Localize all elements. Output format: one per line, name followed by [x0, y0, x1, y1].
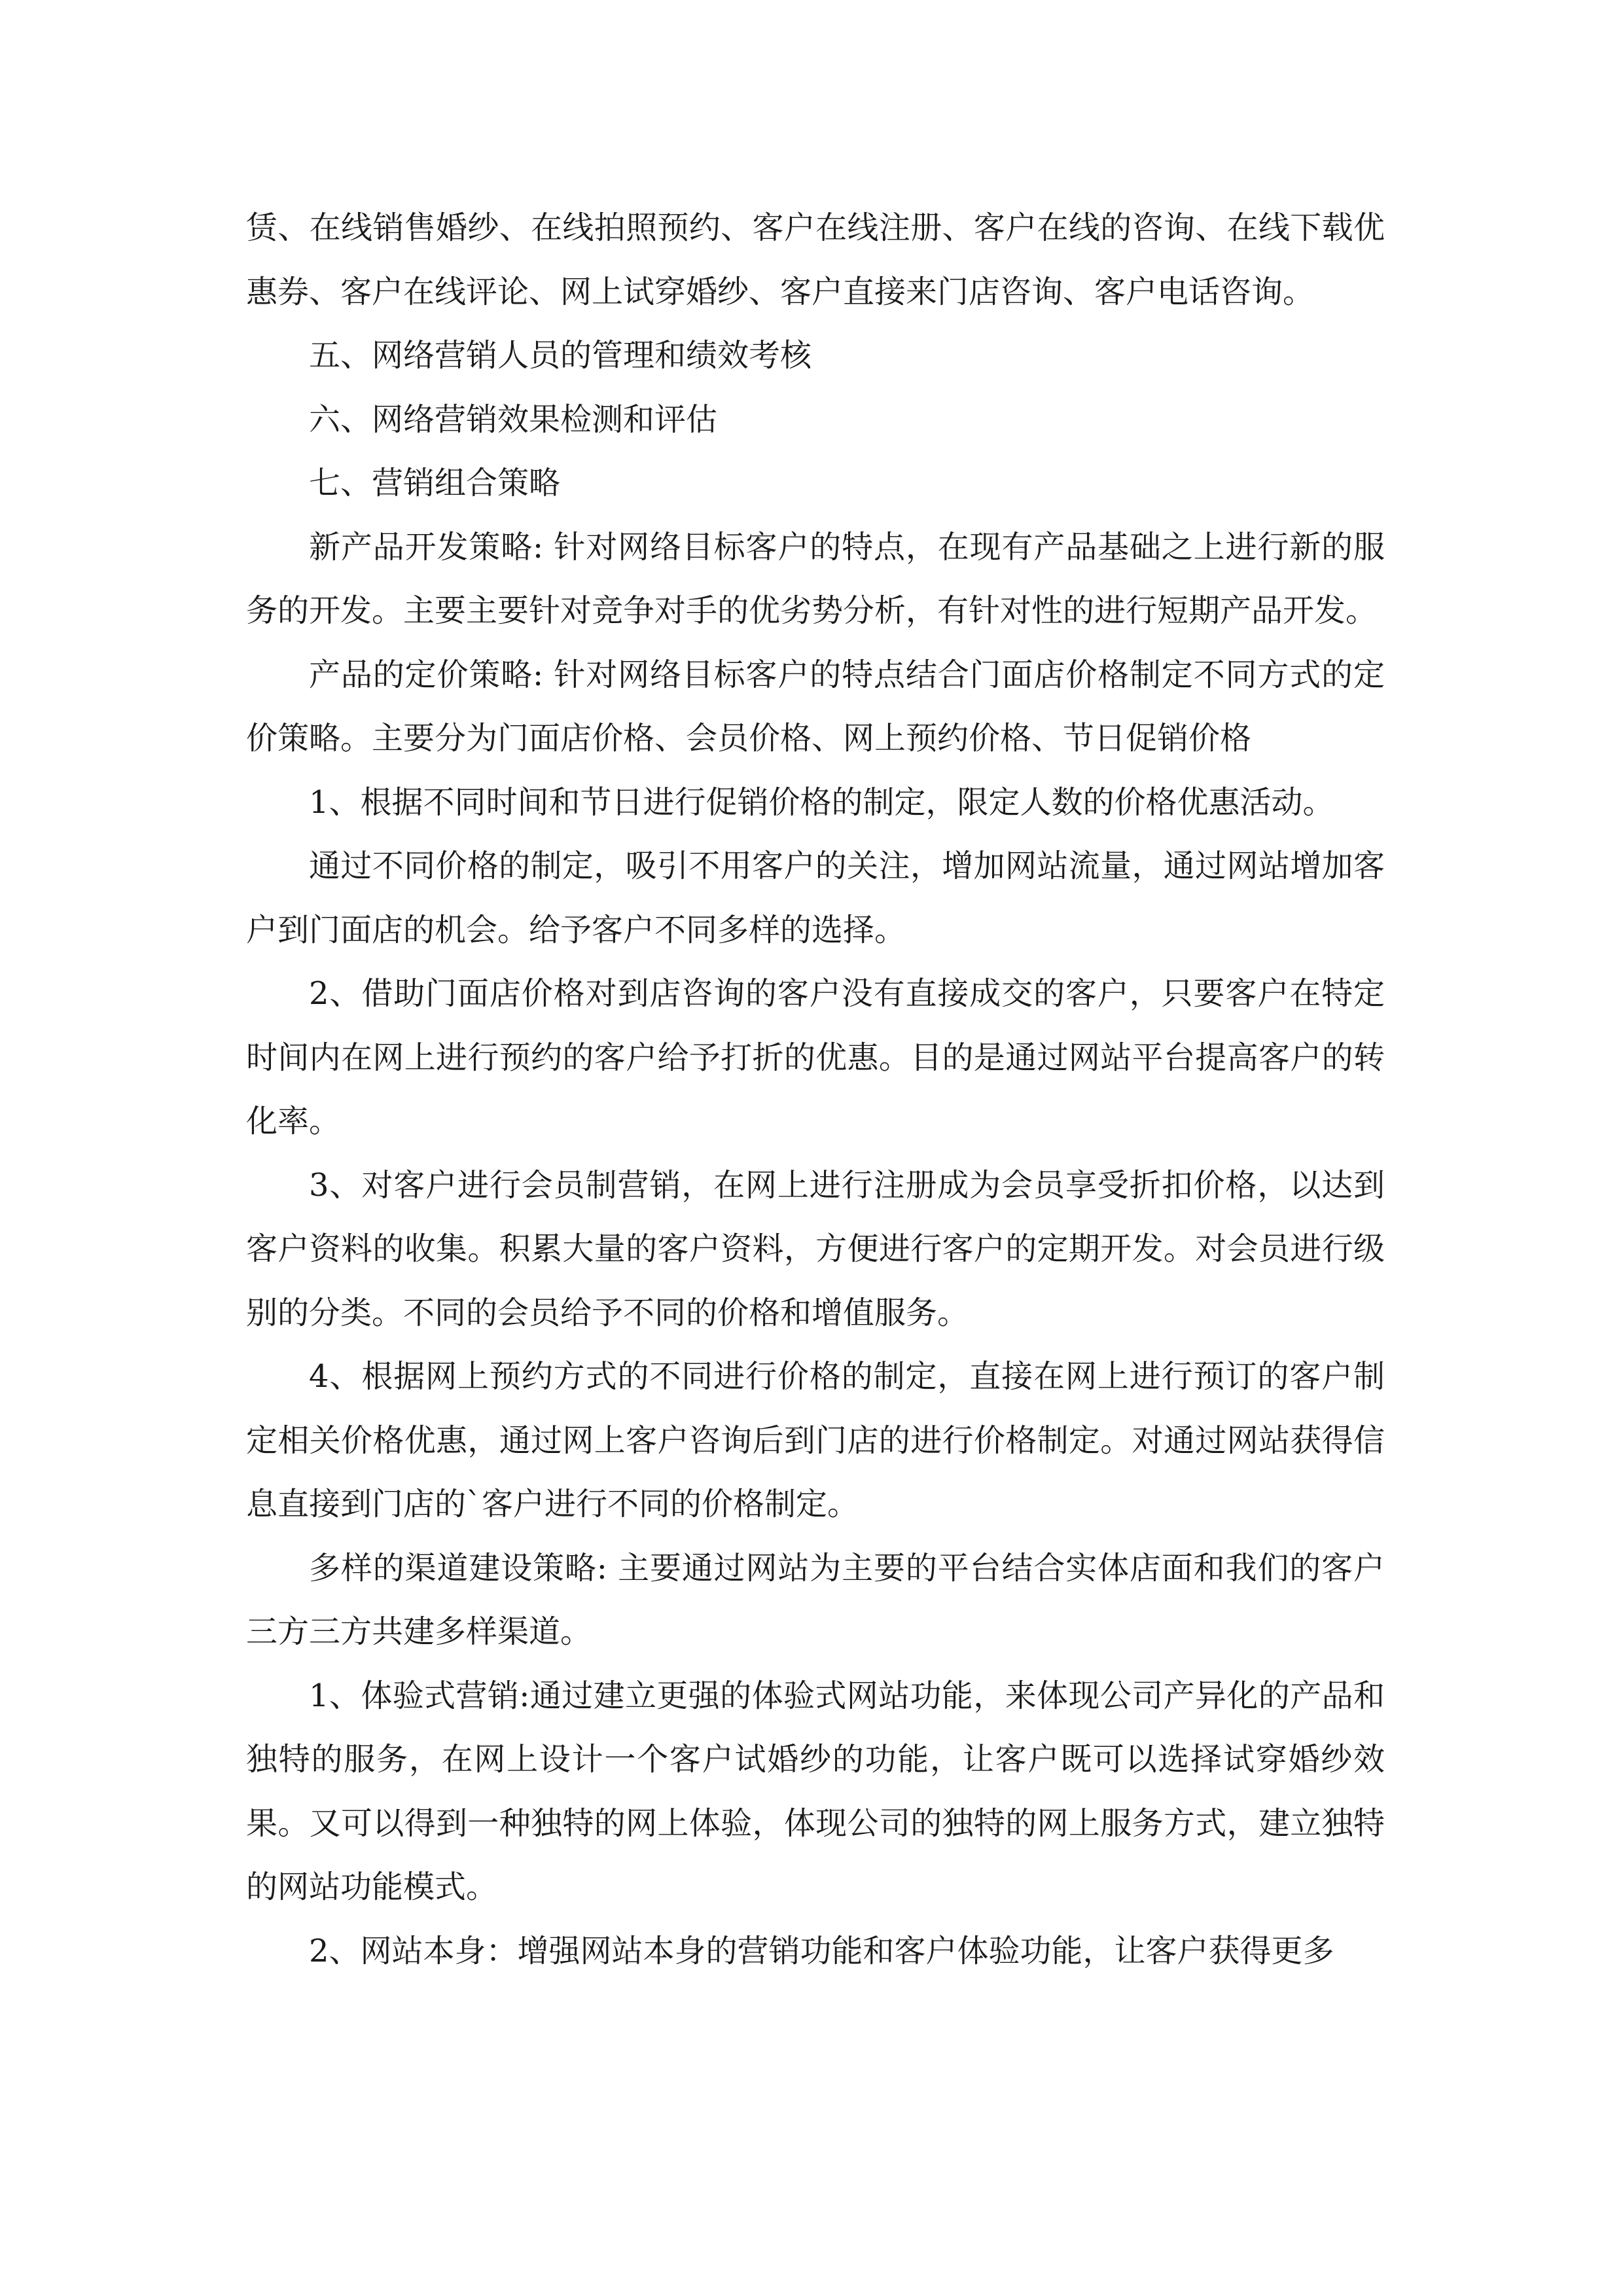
section-heading: 七、营销组合策略: [309, 465, 561, 501]
paragraph: 通过不同价格的制定，吸引不用客户的关注，增加网站流量，通过网站增加客户到门面店的机会。给予客户不同多样的选择。: [246, 848, 1385, 948]
paragraph: 4、根据网上预约方式的不同进行价格的制定，直接在网上进行预订的客户制定相关价格优惠，通过网上客户咨询后到门店的进行价格制定。对通过网站获得信息直接到门店的`客户进行不同的价格制定。: [246, 1358, 1385, 1522]
paragraph: 产品的定价策略: 针对网络目标客户的特点结合门面店价格制定不同方式的定价策略。主要分为门面店价格、会员价格、网上预约价格、节日促销价格: [246, 656, 1385, 757]
section-heading: 六、网络营销效果检测和评估: [309, 401, 718, 438]
paragraph: 赁、在线销售婚纱、在线拍照预约、客户在线注册、客户在线的咨询、在线下载优惠券、客户在线评论、网上试穿婚纱、客户直接来门店咨询、客户电话咨询。: [246, 209, 1385, 310]
paragraph: 多样的渠道建设策略: 主要通过网站为主要的平台结合实体店面和我们的客户三方三方共建多样渠道。: [246, 1549, 1385, 1650]
paragraph: 1、根据不同时间和节日进行促销价格的制定，限定人数的价格优惠活动。: [309, 783, 1334, 821]
paragraph: 3、对客户进行会员制营销，在网上进行注册成为会员享受折扣价格，以达到客户资料的收集。积累大量的客户资料，方便进行客户的定期开发。对会员进行级别的分类。不同的会员给予不同的价格和增值服务。: [246, 1166, 1385, 1331]
paragraph: 1、体验式营销:通过建立更强的体验式网站功能，来体现公司产异化的产品和独特的服务，在网上设计一个客户试婚纱的功能，让客户既可以选择试穿婚纱效果。又可以得到一种独特的网上体验，体现公司的独特的网上服务方式，建立独特的网站功能模式。: [246, 1677, 1385, 1905]
document-body: [246, 196, 1385, 1983]
section-heading: 五、网络营销人员的管理和绩效考核: [309, 337, 812, 374]
paragraph: 2、借助门面店价格对到店咨询的客户没有直接成交的客户，只要客户在特定时间内在网上进行预约的客户给予打折的优惠。目的是通过网站平台提高客户的转化率。: [246, 975, 1385, 1139]
paragraph: 新产品开发策略: 针对网络目标客户的特点，在现有产品基础之上进行新的服务的开发。主要主要针对竞争对手的优劣势分析，有针对性的进行短期产品开发。: [246, 528, 1385, 629]
paragraph: 2、网站本身：增强网站本身的营销功能和客户体验功能，让客户获得更多: [309, 1932, 1334, 1969]
